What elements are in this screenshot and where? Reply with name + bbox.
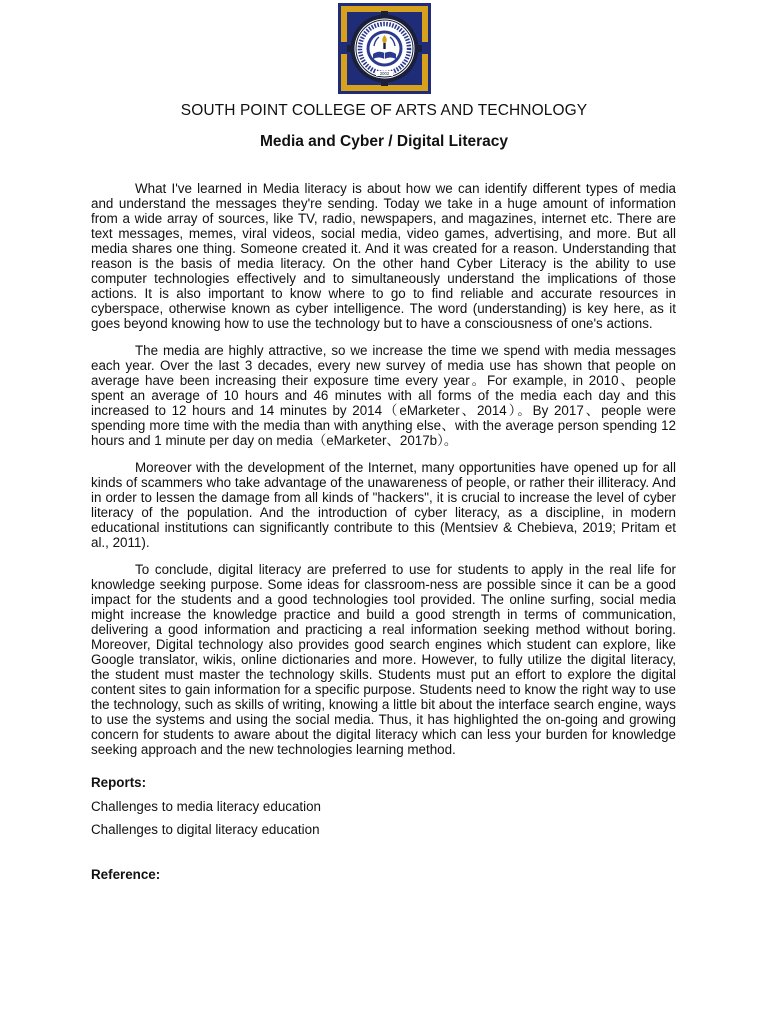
college-logo — [337, 2, 432, 95]
paragraph-cyber-literacy: Moreover with the development of the Internet, many opportunities have opened up for all kinds of scammers who take advantage of the unawareness of people, or rather their illiteracy. And in order to lessen the damage from all kinds of "hackers", it is crucial to increase the level of cyber literacy of the population. And the introduction of cyber literacy, as a discipline, in modern educational institutions can significantly contribute to this (Mentsiev & Chebieva, 2019; Pritam et al., 2011). — [91, 460, 676, 550]
college-name: SOUTH POINT COLLEGE OF ARTS AND TECHNOLOGY — [180, 102, 588, 119]
report-item-media-literacy: Challenges to media literacy education — [91, 799, 322, 814]
reference-heading: Reference: — [91, 867, 161, 882]
svg-text:2002: 2002 — [379, 71, 390, 77]
document-body — [91, 181, 676, 882]
document-title: Media and Cyber / Digital Literacy — [259, 133, 509, 150]
paragraph-media-literacy: What I've learned in Media literacy is about how we can identify different types of media and understand the messages they're sending. Today we take in a huge amount of information from a wide array of sources, like TV, radio, newspapers, and magazines, internet etc. There are text messages, memes, viral videos, social media, video games, advertising, and more. But all media shares one thing. Someone created it. And it was created for a reason. Understanding that reason is the basis of media literacy. On the other hand Cyber Literacy is the ability to use computer technologies effectively and to simultaneously understand the implications of those actions. It is also important to know where to go to find reliable and accurate resources in cyberspace, otherwise known as cyber intelligence. The word (understanding) is key here, as it goes beyond knowing how to use the technology but to have a consciousness of one's actions. — [91, 181, 676, 331]
paragraph-conclusion: To conclude, digital literacy are preferred to use for students to apply in the real life for knowledge seeking purpose. Some ideas for classroom-ness are possible since it can be a good impact for the students and a good technologies tool provided. The online surfing, social media might increase the knowledge practice and build a good strength in terms of communication, delivering a good information and practicing a real information seeking method without boring. Moreover, Digital technology also provides good search engines which student can explore, like Google translator, wikis, online dictionaries and more. However, to fully utilize the digital literacy, the student must master the technology skills. Students must put an effort to explore the digital content sites to gain information for a specific purpose. Students need to know the right way to use the technology, such as skills of writing, knowing a little bit about the interface search engine, ways to use the systems and using the social media. Thus, it has highlighted the on-going and growing concern for students to aware about the digital literacy which can less your burden for knowledge seeking approach and the new technologies learning method. — [91, 562, 676, 757]
college-seal-icon — [337, 2, 432, 95]
report-item-digital-literacy: Challenges to digital literacy education — [91, 822, 320, 837]
paragraph-media-exposure: The media are highly attractive, so we increase the time we spend with media messages each year. Over the last 3 decades, every new survey of media use has shown that people on average have been increasing their exposure time every year。For example, in 2010、people spent an average of 10 hours and 46 minutes with all forms of the media each day and this increased to 12 hours and 14 minutes by 2014（eMarketer、2014）。By 2017、people were spending more time with the media than with anything else、with the average person spending 12 hours and 1 minute per day on media（eMarketer、2017b）。 — [91, 343, 676, 448]
reports-heading: Reports: — [91, 775, 147, 790]
